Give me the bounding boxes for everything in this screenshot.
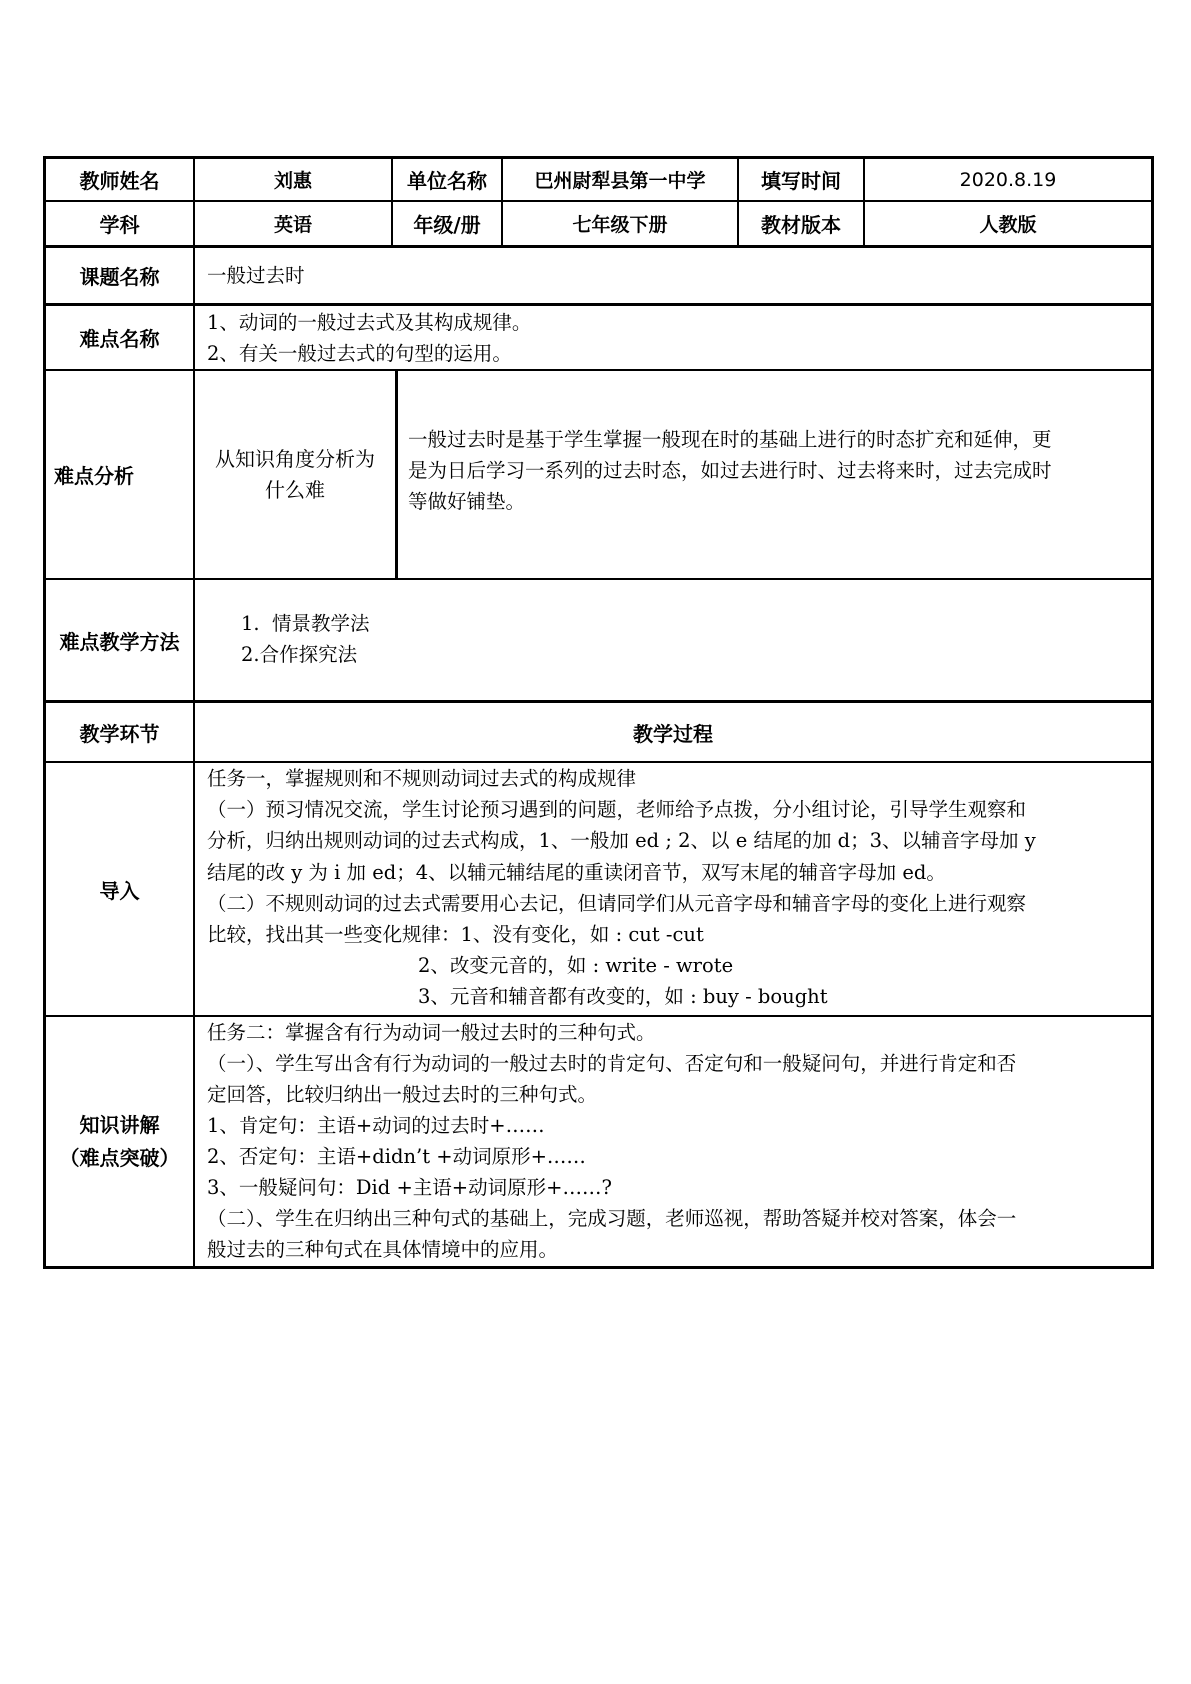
fill-date-value: 2020.8.19 [959, 168, 1057, 191]
knowledge-label-line: 知识讲解 [79, 1112, 160, 1137]
analysis-line: 一般过去时是基于学生掌握一般现在时的基础上进行的时态扩充和延伸，更 [408, 428, 1052, 451]
knowledge-line: 任务二：掌握含有行为动词一般过去时的三种句式。 [207, 1021, 656, 1044]
analysis-sub-label-line: 什么难 [265, 477, 325, 502]
analysis-label: 难点分析 [54, 464, 134, 488]
grade-label: 年级/册 [413, 213, 481, 237]
knowledge-line: 1、肯定句：主语+动词的过去时+…… [207, 1114, 545, 1137]
intro-label: 导入 [99, 878, 140, 903]
intro-line: 2、改变元音的，如 : write - wrote [418, 954, 734, 978]
topic-value [195, 248, 1151, 303]
method-label: 难点教学方法 [59, 629, 180, 654]
table-border-right [1151, 156, 1154, 1269]
table-border-bottom [43, 1266, 1154, 1269]
unit-name-label: 单位名称 [407, 169, 487, 193]
intro-line: 任务一，掌握规则和不规则动词过去式的构成规律 [207, 767, 637, 790]
intro-content [195, 763, 1151, 1015]
unit-name-value: 巴州尉犁县第一中学 [534, 170, 706, 192]
teacher-name-label: 教师姓名 [79, 169, 160, 193]
method-line: 2.合作探究法 [241, 643, 358, 666]
intro-line: （二）不规则动词的过去式需要用心去记，但请同学们从元音字母和辅音字母的变化上进行观察 [207, 891, 1027, 915]
knowledge-content [195, 1017, 1151, 1266]
method-line: 1. 情景教学法 [241, 612, 370, 635]
intro-line: 3、元音和辅音都有改变的，如 : buy - bought [418, 985, 828, 1009]
knowledge-line: （一）、学生写出含有行为动词的一般过去时的肯定句、否定句和一般疑问句，并进行肯定和否 [207, 1052, 1017, 1075]
topic-text: 一般过去时 [207, 264, 305, 287]
analysis-content [398, 371, 1151, 578]
teaching-step-header: 教学环节 [79, 721, 160, 746]
analysis-sub-label [195, 371, 395, 578]
difficulty-line: 1、动词的一般过去式及其构成规律。 [207, 311, 532, 334]
difficulty-line: 2、有关一般过去式的句型的运用。 [207, 342, 512, 365]
textbook-version-label: 教材版本 [761, 213, 841, 237]
difficulty-label: 难点名称 [79, 327, 160, 351]
analysis-sub-label-line: 从知识角度分析为 [215, 446, 375, 471]
intro-line: 分析，归纳出规则动词的过去式构成，1、一般加 ed ; 2、以 e 结尾的加 d；3、以辅音字母加 y [207, 829, 1036, 853]
analysis-line: 等做好铺垫。 [408, 490, 526, 513]
grade-value: 七年级下册 [572, 214, 668, 236]
difficulty-content [195, 306, 1151, 369]
intro-line: 结尾的改 y 为 i 加 ed；4、以辅元辅结尾的重读闭音节，双写末尾的辅音字母加 ed。 [207, 860, 946, 884]
intro-line: （一）预习情况交流，学生讨论预习遇到的问题，老师给予点拨，分小组讨论，引导学生观察和 [207, 798, 1027, 822]
topic-label: 课题名称 [79, 265, 160, 289]
knowledge-line: 3、一般疑问句：Did +主语+动词原形+……? [207, 1176, 612, 1199]
knowledge-line: （二）、学生在归纳出三种句式的基础上，完成习题，老师巡视，帮助答疑并校对答案，体会一 [207, 1207, 1017, 1230]
knowledge-line: 2、否定句：主语+didn’t +动词原形+…… [207, 1145, 586, 1168]
analysis-line: 是为日后学习一系列的过去时态，如过去进行时、过去将来时，过去完成时 [408, 459, 1052, 482]
teaching-process-header: 教学过程 [633, 721, 713, 746]
subject-value: 英语 [273, 214, 312, 236]
subject-label: 学科 [99, 213, 140, 237]
textbook-version-value: 人教版 [979, 214, 1037, 236]
knowledge-label-line: （难点突破） [59, 1145, 180, 1170]
method-content [195, 580, 1151, 700]
knowledge-line: 定回答，比较归纳出一般过去时的三种句式。 [207, 1083, 598, 1106]
intro-line: 比较，找出其一些变化规律：1、没有变化，如 : cut -cut [207, 923, 704, 947]
teacher-name-value: 刘惠 [273, 170, 312, 192]
knowledge-label [46, 1017, 193, 1266]
fill-date-label: 填写时间 [761, 169, 841, 193]
knowledge-line: 般过去的三种句式在具体情境中的应用。 [207, 1238, 559, 1261]
